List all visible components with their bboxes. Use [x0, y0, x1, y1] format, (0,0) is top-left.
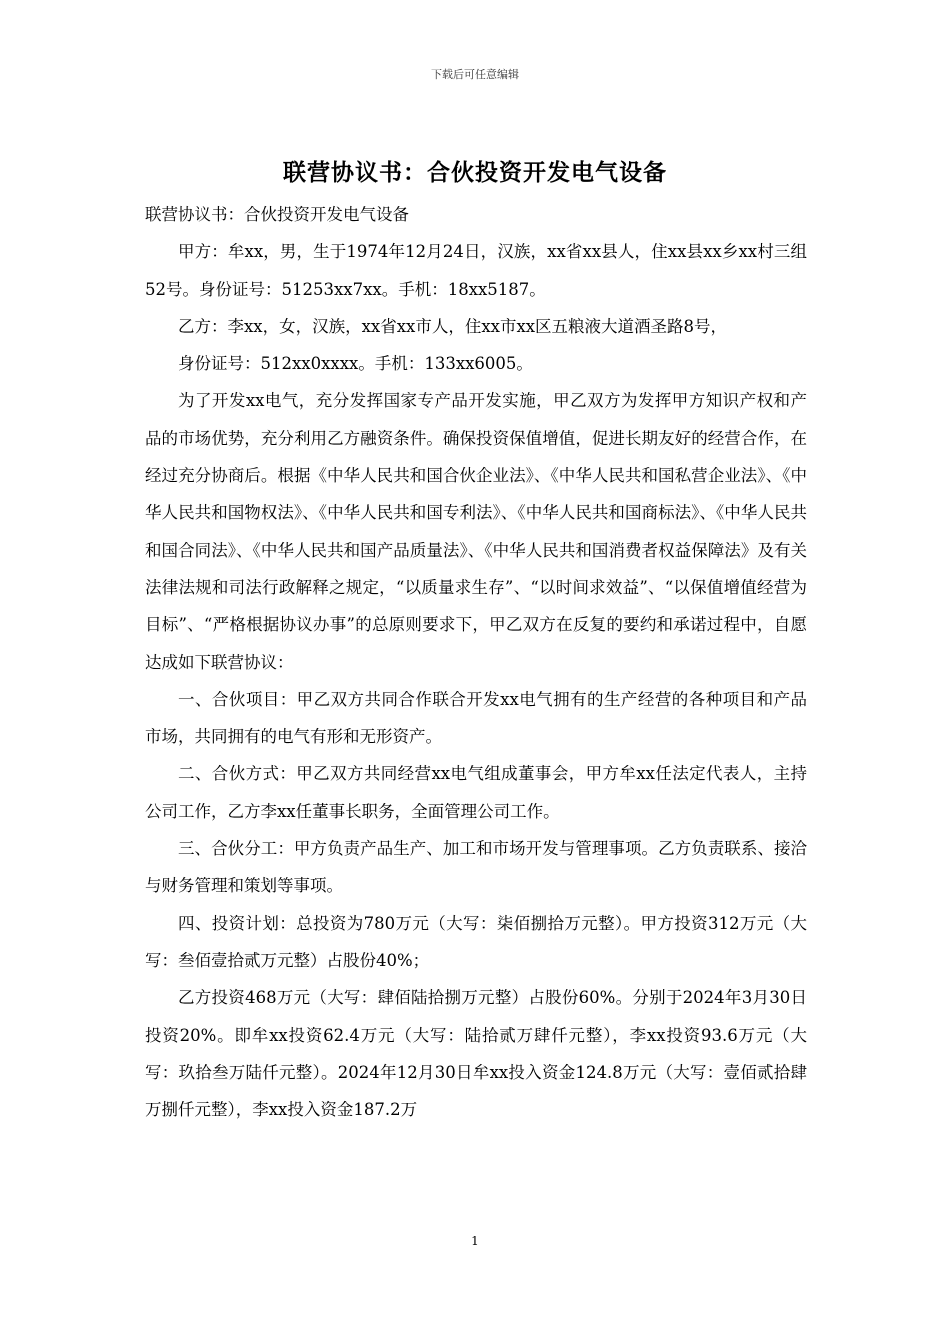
paragraph-party-b-id: 身份证号：512xx0xxxx。手机：133xx6005。 [178, 354, 533, 374]
paragraph-preamble: 为了开发xx电气，充分发挥国家专产品开发实施，甲乙双方为发挥甲方知识产权和产品的市场优势，充分利用乙方融资条件。确保投资保值增值，促进长期友好的经营合作，在经过充分协商后。根据《中华人民共和国合伙企业法》、《中华人民共和国私营企业法》、《中华人民共和国物权法》、《中华人民共和国专利法》、《中华人民共和国商标法》、《中华人民共和国合同法》、《中华人民共和国产品质量法》、《中华人民共和国消费者权益保障法》及有关法律法规和司法行政解释之规定，“以质量求生存”、“以时间求效益”、“以保值增值经营为目标”、“严格根据协议办事”的总原则要求下，甲乙双方在反复的要约和承诺过程中，自愿达成如下联营协议： [145, 391, 807, 672]
paragraph-party-a: 甲方：牟xx，男，生于1974年12月24日，汉族，xx省xx县人，住xx县xx乡xx村三组52号。身份证号：51253xx7xx。手机：18xx5187。 [145, 242, 807, 299]
paragraph-party-b: 乙方：李xx，女，汉族，xx省xx市人，住xx市xx区五粮液大道酒圣路8号， [178, 316, 728, 336]
document-title: 联营协议书：合伙投资开发电气设备 [283, 160, 667, 186]
paragraph-clause-1: 一、合伙项目：甲乙双方共同合作联合开发xx电气拥有的生产经营的各种项目和产品市场，共同拥有的电气有形和无形资产。 [145, 689, 807, 747]
document-body [145, 196, 807, 1128]
paragraph-clause-2: 二、合伙方式：甲乙双方共同经营xx电气组成董事会，甲方牟xx任法定代表人，主持公司工作，乙方李xx任董事长职务，全面管理公司工作。 [145, 764, 807, 821]
header-note: 下载后可任意编辑 [431, 68, 519, 81]
paragraph-clause-3: 三、合伙分工：甲方负责产品生产、加工和市场开发与管理事项。乙方负责联系、接洽与财务管理和策划等事项。 [145, 839, 807, 896]
paragraph-subtitle: 联营协议书：合伙投资开发电气设备 [145, 205, 409, 224]
page-number: 1 [471, 1234, 479, 1248]
paragraph-clause-4-continued: 乙方投资468万元（大写：肆佰陆拾捌万元整）占股份60%。分别于2024年3月30日投资20%。即牟xx投资62.4万元（大写：陆拾贰万肆仟元整），李xx投资93.6万元（大写：玖拾叁万陆仟元整）。2024年12月30日牟xx投入资金124.8万元（大写：壹佰贰拾肆万捌仟元整），李xx投入资金187.2万 [145, 988, 807, 1120]
paragraph-clause-4: 四、投资计划：总投资为780万元（大写：柒佰捌拾万元整）。甲方投资312万元（大写：叁佰壹拾贰万元整）占股份40%； [145, 913, 807, 970]
